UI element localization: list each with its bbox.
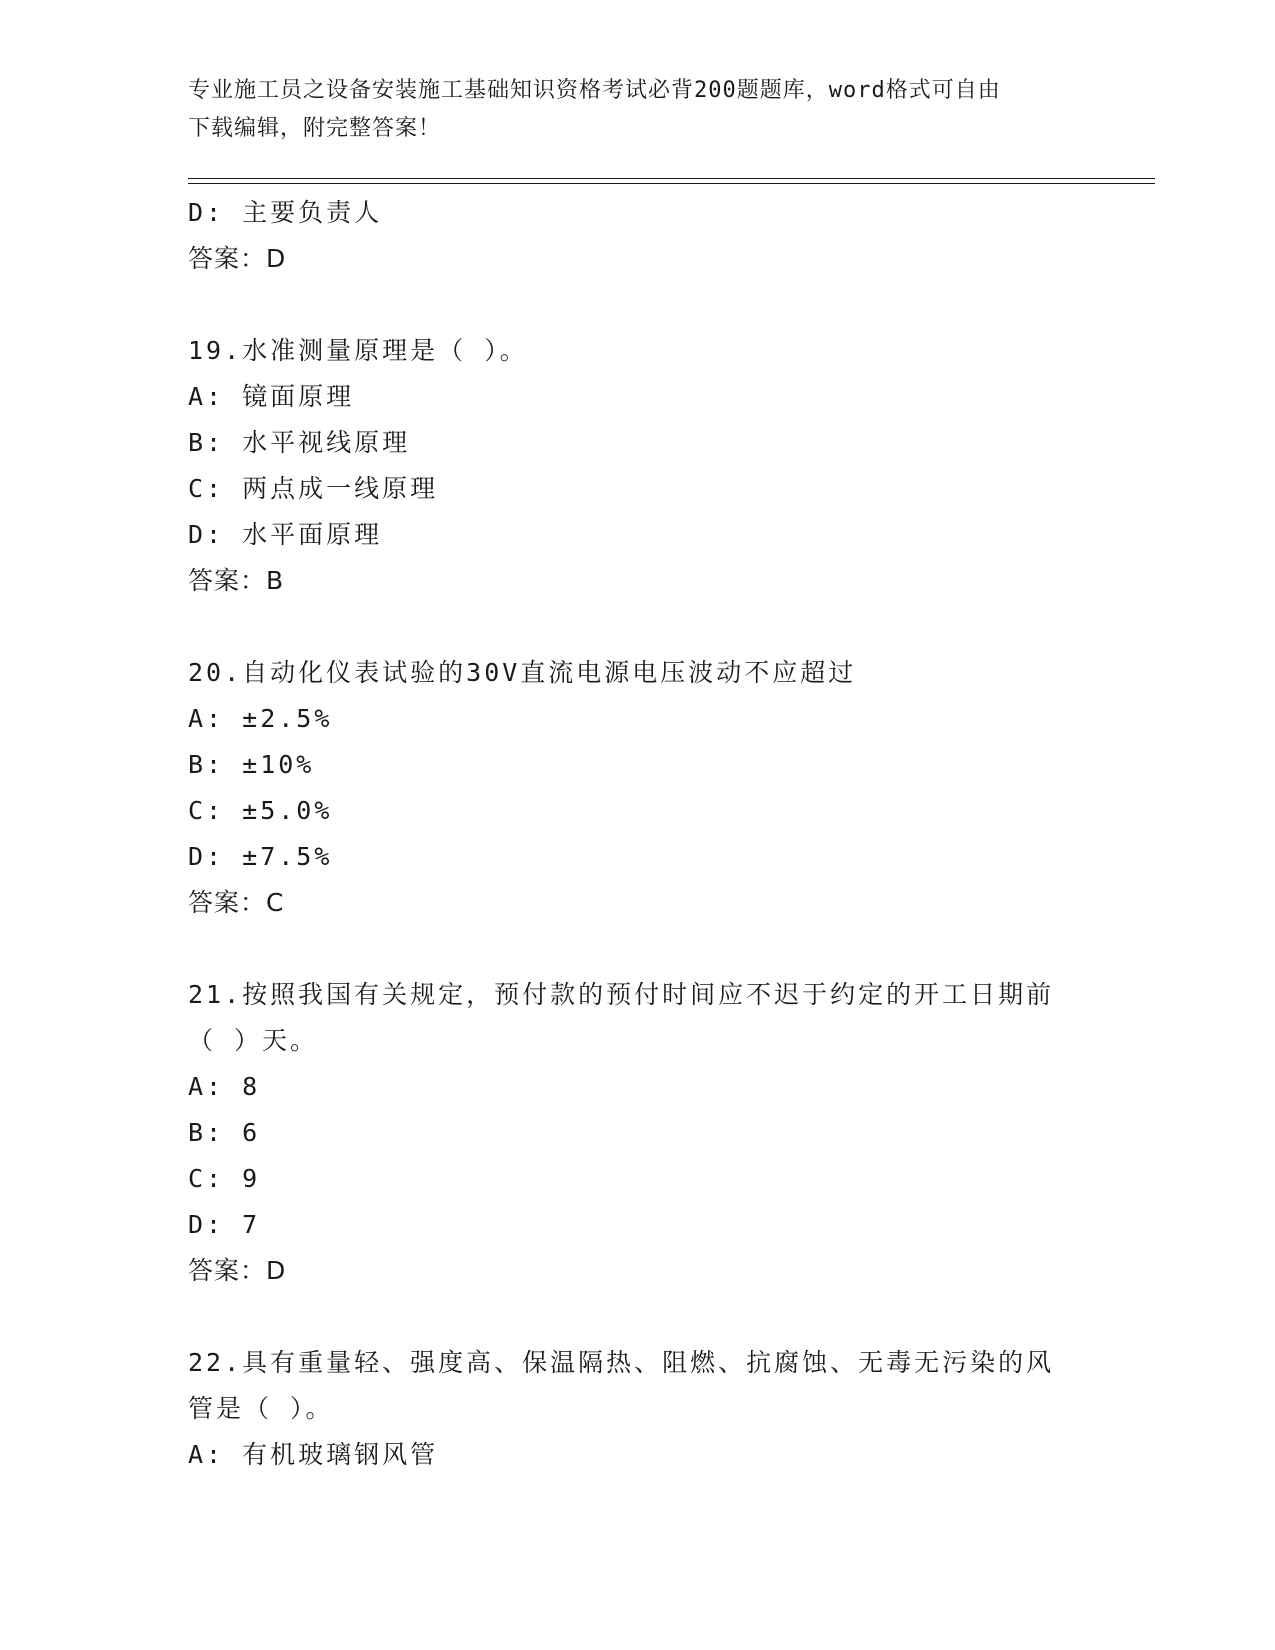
header-title-line-2: 下载编辑，附完整答案！ — [188, 116, 442, 141]
header-divider-bottom — [188, 183, 1155, 184]
option-d: D: ±7.5% — [188, 842, 333, 871]
option-b: B: 6 — [188, 1118, 261, 1147]
spacer — [188, 1294, 1088, 1340]
question-stem-line-2: 管是（ ）。 — [188, 1394, 334, 1423]
option-c: C: ±5.0% — [188, 796, 333, 825]
previous-question-tail — [188, 190, 1088, 282]
question-list — [188, 190, 1088, 1478]
answer-line: 答案：B — [188, 566, 285, 595]
question-22 — [188, 1340, 1088, 1478]
option-b: B: 水平视线原理 — [188, 428, 411, 457]
question-stem: 19.水准测量原理是（ ）。 — [188, 336, 528, 365]
question-stem: 20.自动化仪表试验的30V直流电源电压波动不应超过 — [188, 658, 857, 687]
option-a: A: 镜面原理 — [188, 382, 355, 411]
answer-line: 答案：D — [188, 1256, 287, 1285]
option-d: D: 7 — [188, 1210, 261, 1239]
option-b: B: ±10% — [188, 750, 315, 779]
question-stem-line-2: （ ）天。 — [188, 1026, 319, 1055]
question-19 — [188, 328, 1088, 604]
option-d: D: 主要负责人 — [188, 198, 383, 227]
option-a: A: 8 — [188, 1072, 261, 1101]
question-stem-line-1: 22.具有重量轻、强度高、保温隔热、阻燃、抗腐蚀、无毒无污染的风 — [188, 1348, 1055, 1377]
option-a: A: ±2.5% — [188, 704, 333, 733]
header-divider-top — [188, 178, 1155, 179]
question-20 — [188, 650, 1088, 926]
option-d: D: 水平面原理 — [188, 520, 383, 549]
spacer — [188, 926, 1088, 972]
header-title-line-1: 专业施工员之设备安装施工基础知识资格考试必背200题题库，word格式可自由 — [188, 78, 1001, 103]
question-21 — [188, 972, 1088, 1294]
option-c: C: 9 — [188, 1164, 261, 1193]
spacer — [188, 604, 1088, 650]
spacer — [188, 282, 1088, 328]
document-header — [188, 72, 1088, 148]
question-stem-line-1: 21.按照我国有关规定，预付款的预付时间应不迟于约定的开工日期前 — [188, 980, 1055, 1009]
option-a: A: 有机玻璃钢风管 — [188, 1440, 439, 1469]
answer-line: 答案：D — [188, 244, 287, 273]
option-c: C: 两点成一线原理 — [188, 474, 439, 503]
answer-line: 答案：C — [188, 888, 285, 917]
